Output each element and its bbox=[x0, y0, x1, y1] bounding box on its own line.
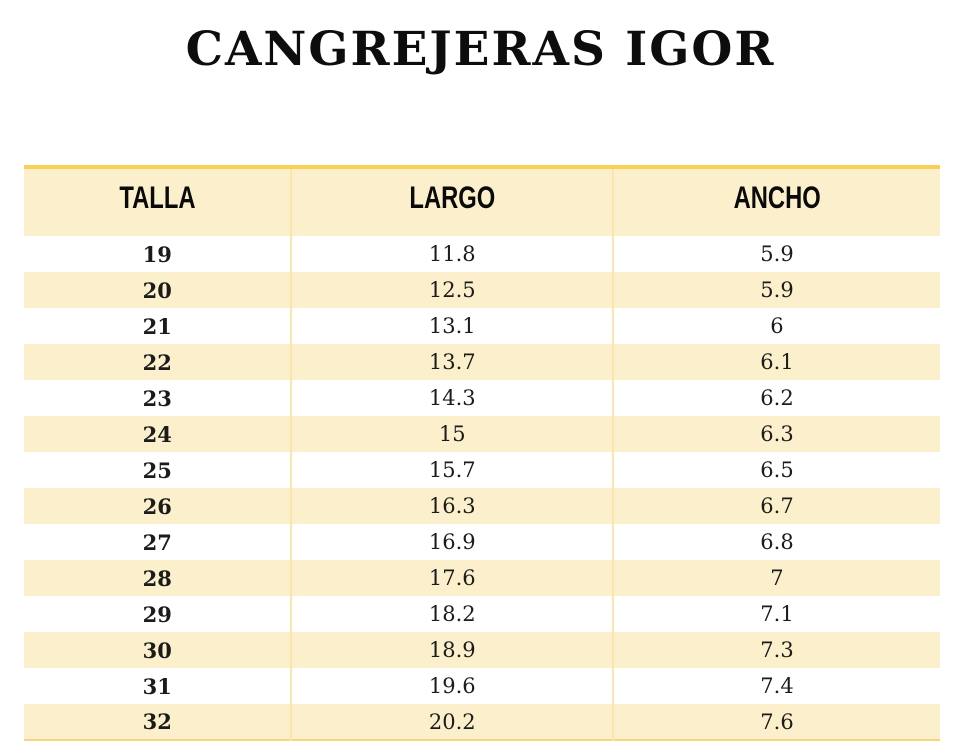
ancho-cell: 6.5 bbox=[613, 452, 940, 488]
largo-cell: 16.9 bbox=[291, 524, 613, 560]
table-row bbox=[24, 344, 940, 380]
ancho-cell: 7.4 bbox=[613, 668, 940, 704]
largo-cell: 18.9 bbox=[291, 632, 613, 668]
table-body bbox=[24, 236, 940, 740]
header-largo bbox=[291, 167, 613, 236]
header-ancho-label: ANCHO bbox=[733, 181, 821, 216]
table-row bbox=[24, 236, 940, 272]
size-chart-table bbox=[24, 165, 940, 741]
largo-cell: 18.2 bbox=[291, 596, 613, 632]
ancho-cell: 7 bbox=[613, 560, 940, 596]
talla-cell: 22 bbox=[142, 349, 172, 375]
ancho-cell: 6.7 bbox=[613, 488, 940, 524]
talla-cell: 25 bbox=[142, 457, 172, 483]
largo-cell: 13.1 bbox=[291, 308, 613, 344]
table-row bbox=[24, 668, 940, 704]
header-talla-label: TALLA bbox=[119, 181, 196, 216]
ancho-cell: 7.6 bbox=[613, 704, 940, 740]
largo-cell: 15 bbox=[291, 416, 613, 452]
table-row bbox=[24, 488, 940, 524]
ancho-cell: 5.9 bbox=[613, 236, 940, 272]
ancho-cell: 5.9 bbox=[613, 272, 940, 308]
largo-cell: 19.6 bbox=[291, 668, 613, 704]
talla-cell: 26 bbox=[142, 493, 172, 519]
talla-cell: 24 bbox=[142, 421, 172, 447]
largo-cell: 11.8 bbox=[291, 236, 613, 272]
header-ancho bbox=[613, 167, 940, 236]
table-row bbox=[24, 596, 940, 632]
ancho-cell: 6 bbox=[613, 308, 940, 344]
table-row bbox=[24, 560, 940, 596]
largo-cell: 12.5 bbox=[291, 272, 613, 308]
table-row bbox=[24, 380, 940, 416]
talla-cell: 27 bbox=[142, 529, 172, 555]
header-row bbox=[24, 167, 940, 236]
talla-cell: 21 bbox=[142, 313, 172, 339]
ancho-cell: 6.1 bbox=[613, 344, 940, 380]
page-title: CANGREJERAS IGOR bbox=[185, 22, 776, 77]
talla-cell: 20 bbox=[142, 277, 172, 303]
table-row bbox=[24, 452, 940, 488]
talla-cell: 23 bbox=[142, 385, 172, 411]
page bbox=[0, 22, 961, 754]
table-row bbox=[24, 272, 940, 308]
table-row bbox=[24, 524, 940, 560]
ancho-cell: 7.1 bbox=[613, 596, 940, 632]
ancho-cell: 6.8 bbox=[613, 524, 940, 560]
table-row bbox=[24, 308, 940, 344]
talla-cell: 31 bbox=[142, 673, 172, 699]
ancho-cell: 7.3 bbox=[613, 632, 940, 668]
table-row bbox=[24, 704, 940, 740]
largo-cell: 16.3 bbox=[291, 488, 613, 524]
talla-cell: 19 bbox=[142, 241, 172, 267]
table-row bbox=[24, 632, 940, 668]
header-talla bbox=[24, 167, 291, 236]
ancho-cell: 6.2 bbox=[613, 380, 940, 416]
talla-cell: 30 bbox=[142, 637, 172, 663]
largo-cell: 15.7 bbox=[291, 452, 613, 488]
largo-cell: 20.2 bbox=[291, 704, 613, 740]
largo-cell: 17.6 bbox=[291, 560, 613, 596]
table-row bbox=[24, 416, 940, 452]
largo-cell: 14.3 bbox=[291, 380, 613, 416]
talla-cell: 28 bbox=[142, 565, 172, 591]
talla-cell: 29 bbox=[142, 601, 172, 627]
header-largo-label: LARGO bbox=[409, 181, 496, 216]
largo-cell: 13.7 bbox=[291, 344, 613, 380]
talla-cell: 32 bbox=[142, 709, 172, 734]
ancho-cell: 6.3 bbox=[613, 416, 940, 452]
